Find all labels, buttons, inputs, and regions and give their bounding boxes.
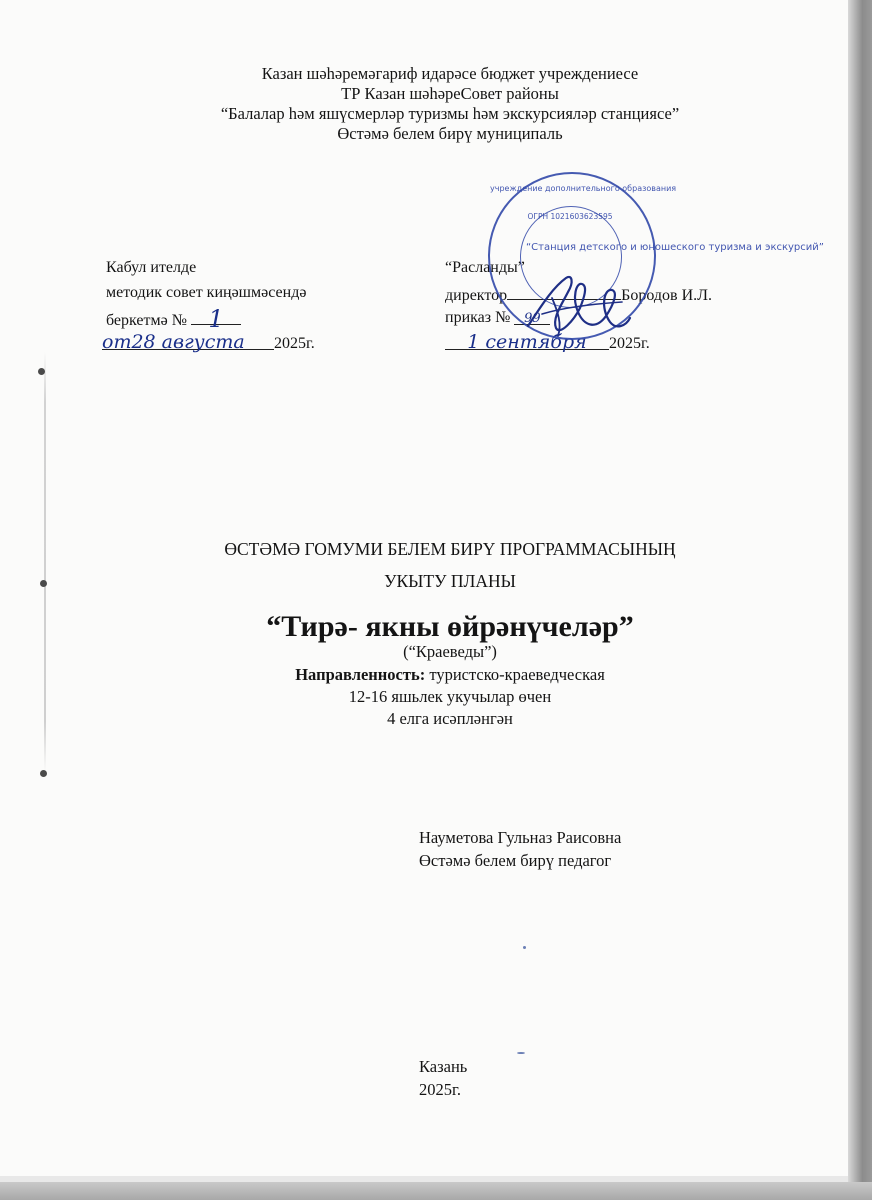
institution-header — [0, 64, 872, 144]
program-age: 12-16 яшьлек укучылар өчен — [348, 687, 552, 706]
accepted-date-line — [102, 331, 274, 353]
program-duration: 4 елга исәпләнгән — [387, 709, 513, 728]
accepted-date-handwritten: 28 августа — [131, 331, 245, 353]
program-heading-line1: ӨСТӘМӘ ГОМУМИ БЕЛЕМ БИРҮ ПРОГРАММАСЫНЫҢ — [224, 539, 676, 559]
author-name: Науметова Гульназ Раисовна — [419, 828, 622, 847]
protocol-number-line — [191, 305, 241, 333]
binding-hole — [40, 770, 47, 777]
header-line: ТР Казан шәһәреСовет районы — [341, 84, 559, 103]
stamp-ring-text: учреждение дополнительного образования — [490, 184, 677, 193]
stamp-center-text: “Станция детского и юношеского туризма и экскурсий” — [526, 242, 824, 253]
header-line: Өстәмә белем бирү муниципаль — [337, 124, 563, 143]
author-block — [419, 826, 621, 872]
approved-year: 2025г. — [609, 335, 650, 352]
header-line: “Балалар һәм яшүсмерләр туризмы һәм экскурсияләр станциясе” — [220, 104, 680, 123]
direction-value: туристско-краеведческая — [429, 665, 605, 684]
binding-hole — [38, 368, 45, 375]
footer-year: 2025г. — [419, 1080, 462, 1099]
program-subtitle: (“Краеведы”) — [403, 642, 497, 661]
header-line: Казан шәһәремәгариф идарәсе бюджет учреждениесе — [261, 64, 639, 83]
scan-edge-bottom — [0, 1182, 872, 1200]
direction-label: Направленность: — [295, 665, 426, 684]
program-title: “Тирә- якны өйрәнүчеләр” — [266, 610, 634, 643]
protocol-label: беркетмә № — [106, 312, 187, 329]
director-signature — [522, 268, 632, 340]
protocol-number-handwritten: 1 — [208, 305, 224, 333]
approved-date-handwritten: 1 сентября — [467, 331, 587, 353]
stamp-ogrn: ОГРН 1021603623595 — [527, 212, 613, 221]
author-position: Өстәмә белем бирү педагог — [419, 851, 612, 870]
order-label: приказ № — [445, 309, 511, 326]
order-number-handwritten: 99 — [524, 311, 541, 326]
approved-label: “Расланды” — [445, 259, 525, 276]
scan-edge-right — [848, 0, 872, 1200]
scan-speck — [523, 946, 526, 949]
accepted-label: Кабул ителде — [106, 259, 197, 276]
director-label: директор — [445, 287, 508, 304]
scan-speck — [517, 1052, 525, 1054]
accepted-date-prefix: от — [102, 331, 132, 353]
accepted-block — [102, 257, 315, 357]
city: Казань — [419, 1057, 468, 1076]
methodical-council-label: методик совет киңәшмәсендә — [106, 284, 307, 301]
accepted-year: 2025г. — [274, 335, 315, 352]
program-direction — [0, 665, 872, 685]
program-heading-line2: УКЫТУ ПЛАНЫ — [384, 571, 516, 591]
director-name: Бородов И.Л. — [621, 287, 712, 304]
place-block — [419, 1055, 467, 1101]
